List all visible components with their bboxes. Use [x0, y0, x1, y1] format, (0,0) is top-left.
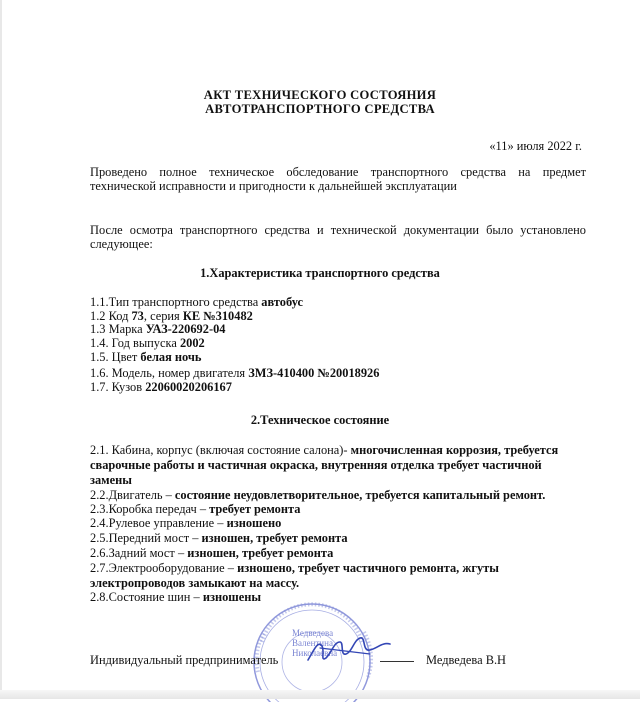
char-row-color: 1.5. Цвет белая ночь: [90, 350, 202, 364]
char-row-year: 1.4. Год выпуска 2002: [90, 336, 205, 350]
state-row-engine: 2.2.Двигатель – состояние неудовлетворительное, требуется капитальный ремонт.: [90, 488, 546, 502]
state-row-electrical-cont: электропроводов замыкают на массу.: [90, 576, 300, 590]
state-row-electrical: 2.7.Электрооборудование – изношено, требует частичного ремонта, жгуты: [90, 561, 499, 575]
char-row-type: 1.1.Тип транспортного средства автобус: [90, 295, 304, 309]
char-row-body: 1.7. Кузов 22060020206167: [90, 380, 232, 394]
document-title-line1: АКТ ТЕХНИЧЕСКОГО СОСТОЯНИЯ: [203, 88, 437, 102]
intro-paragraph: Проведено полное техническое обследование транспортного средства на предмет технической исправности и пригодности к дальнейшей эксплуатации: [90, 165, 586, 193]
document-date: «11» июля 2022 г.: [489, 139, 582, 153]
state-row-tires: 2.8.Состояние шин – изношены: [90, 590, 262, 604]
section2-heading: 2.Техническое состояние: [250, 413, 390, 427]
state-row-gearbox: 2.3.Коробка передач – требует ремонта: [90, 502, 301, 516]
state-row-cabin-cont2: замены: [90, 473, 132, 487]
handwritten-signature: [300, 628, 410, 673]
state-row-cabin: 2.1. Кабина, корпус (включая состояние салона)- многочисленная коррозия, требуется: [90, 443, 559, 457]
char-row-engine: 1.6. Модель, номер двигателя ЗМЗ-410400 №20018926: [90, 366, 380, 380]
section1-heading: 1.Характеристика транспортного средства: [200, 266, 440, 280]
state-row-cabin-cont: сварочные работы и частичная окраска, внутренняя отделка требует частичной: [90, 458, 542, 472]
stamp-text: Медведева Валентина Николаевна: [292, 628, 338, 658]
inspection-paragraph: После осмотра транспортного средства и технической документации было установлено следующее:: [90, 223, 586, 251]
state-row-rear-axle: 2.6.Задний мост – изношен, требует ремонта: [90, 546, 334, 560]
state-row-steering: 2.4.Рулевое управление – изношено: [90, 516, 282, 530]
state-row-front-axle: 2.5.Передний мост – изношен, требует ремонта: [90, 531, 348, 545]
document-title-line2: АВТОТРАНСПОРТНОГО СРЕДСТВА: [205, 102, 435, 116]
char-row-code: 1.2 Код 73, серия КЕ №310482: [90, 309, 253, 323]
signature-name: Медведева В.Н: [426, 653, 507, 667]
char-row-brand: 1.3 Марка УАЗ-220692-04: [90, 322, 226, 336]
page-bottom-edge: [0, 690, 640, 699]
signature-position: Индивидуальный предприниматель: [90, 653, 279, 667]
signature-line: [380, 661, 414, 662]
